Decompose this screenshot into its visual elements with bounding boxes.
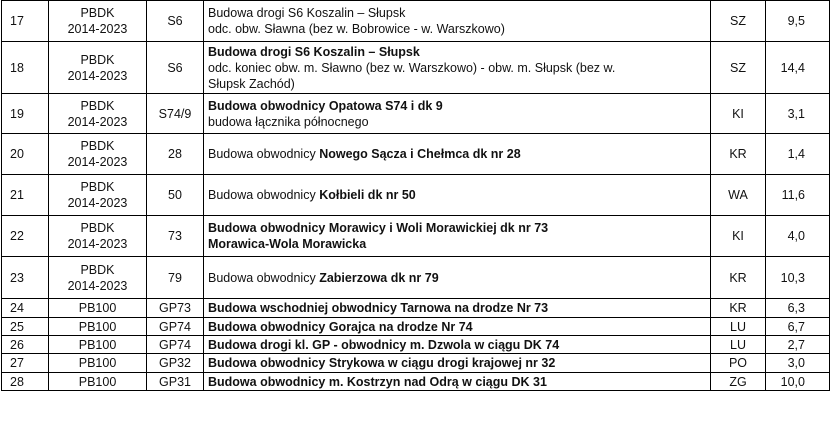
description-line (208, 236, 706, 252)
row-number-cell: 27 (2, 354, 49, 373)
program-cell (49, 94, 147, 134)
length-cell: 2,7 (766, 336, 830, 354)
description-bold-text: Budowa obwodnicy Opatowa S74 i dk 9 (208, 98, 443, 113)
description-text: odc. koniec obw. m. Sławno (bez w. Warszkowo) - obw. m. Słupsk (bez w. (208, 60, 616, 75)
program-cell (49, 216, 147, 257)
table-row (2, 354, 830, 373)
row-number-cell: 18 (2, 42, 49, 94)
program-line: PBDK (80, 98, 115, 113)
description-cell (204, 1, 711, 42)
program-cell (49, 257, 147, 299)
program-line: PBDK (80, 262, 115, 277)
description-line (208, 270, 706, 286)
row-number-cell: 28 (2, 373, 49, 391)
region-cell: ZG (711, 373, 766, 391)
region-cell: LU (711, 318, 766, 336)
table-row (2, 216, 830, 257)
table-row (2, 94, 830, 134)
row-number-cell: 26 (2, 336, 49, 354)
program-line: 2014-2023 (67, 196, 128, 210)
description-bold-text: Nowego Sącza i Chełmca dk nr 28 (319, 147, 521, 161)
program-cell (49, 318, 147, 336)
table-row (2, 1, 830, 42)
description-cell (204, 318, 711, 336)
road-cell: GP74 (147, 336, 204, 354)
region-cell: KR (711, 134, 766, 175)
program-line: PBDK (80, 180, 115, 194)
program-cell (49, 1, 147, 42)
program-line: PB100 (78, 337, 117, 352)
description-cell (204, 257, 711, 299)
description-bold-text: Budowa drogi kl. GP - obwodnicy m. Dzwola w ciągu DK 74 (208, 337, 560, 352)
road-cell: S6 (147, 1, 204, 42)
description-bold-text: Budowa obwodnicy m. Kostrzyn nad Odrą w ciągu DK 31 (208, 374, 547, 389)
row-number-cell: 23 (2, 257, 49, 299)
description-bold-text: Budowa obwodnicy Gorajca na drodze Nr 74 (208, 319, 473, 334)
program-cell (49, 336, 147, 354)
program-line: 2014-2023 (67, 114, 128, 129)
table-row (2, 373, 830, 391)
description-cell (204, 373, 711, 391)
region-cell: WA (711, 175, 766, 216)
description-line (208, 187, 706, 203)
row-number-cell: 21 (2, 175, 49, 216)
region-cell: SZ (711, 1, 766, 42)
description-bold-text: Kołbieli dk nr 50 (319, 188, 416, 202)
description-line (208, 220, 706, 236)
description-cell (204, 42, 711, 94)
road-cell: S6 (147, 42, 204, 94)
description-bold-text: Budowa obwodnicy Morawicy i Woli Morawickiej dk nr 73 (208, 221, 549, 235)
road-cell: 50 (147, 175, 204, 216)
region-cell: LU (711, 336, 766, 354)
program-line: 2014-2023 (67, 68, 128, 83)
description-line (208, 114, 706, 130)
description-line (208, 44, 706, 60)
description-text: Budowa drogi S6 Koszalin – Słupsk (208, 6, 406, 20)
road-cell: 28 (147, 134, 204, 175)
length-cell: 3,0 (766, 354, 830, 373)
description-text: odc. obw. Sławna (bez w. Bobrowice - w. Warszkowo) (208, 22, 505, 36)
length-cell: 6,7 (766, 318, 830, 336)
row-number-cell: 20 (2, 134, 49, 175)
row-number-cell: 17 (2, 1, 49, 42)
program-cell (49, 42, 147, 94)
description-cell (204, 134, 711, 175)
table-row (2, 336, 830, 354)
description-line (208, 337, 706, 353)
table-row (2, 299, 830, 318)
table-row (2, 318, 830, 336)
region-cell: KR (711, 257, 766, 299)
program-line: PBDK (80, 139, 115, 153)
table-body (2, 1, 830, 391)
description-bold-text: Zabierzowa dk nr 79 (319, 270, 439, 285)
description-line (208, 60, 706, 76)
description-line (208, 5, 706, 21)
description-cell (204, 94, 711, 134)
program-line: 2014-2023 (67, 237, 128, 251)
program-line: PB100 (78, 301, 117, 315)
description-line (208, 319, 706, 335)
length-cell: 6,3 (766, 299, 830, 318)
description-text: budowa łącznika północnego (208, 114, 369, 129)
program-line: PBDK (80, 6, 115, 20)
program-line: PBDK (80, 221, 115, 235)
description-line (208, 146, 706, 162)
description-line (208, 98, 706, 114)
description-cell (204, 299, 711, 318)
length-cell: 1,4 (766, 134, 830, 175)
length-cell: 4,0 (766, 216, 830, 257)
description-line (208, 374, 706, 390)
description-line (208, 300, 706, 316)
length-cell: 10,3 (766, 257, 830, 299)
region-cell: KI (711, 94, 766, 134)
description-bold-text: Budowa obwodnicy Strykowa w ciągu drogi krajowej nr 32 (208, 356, 556, 370)
program-line: PB100 (78, 374, 117, 389)
row-number-cell: 25 (2, 318, 49, 336)
description-bold-text: Morawica-Wola Morawicka (208, 237, 367, 251)
description-cell (204, 175, 711, 216)
description-line (208, 21, 706, 37)
program-cell (49, 175, 147, 216)
program-cell (49, 134, 147, 175)
road-cell: GP31 (147, 373, 204, 391)
length-cell: 10,0 (766, 373, 830, 391)
road-cell: S74/9 (147, 94, 204, 134)
program-line: PB100 (78, 356, 117, 370)
row-number-cell: 22 (2, 216, 49, 257)
road-cell: 79 (147, 257, 204, 299)
region-cell: KI (711, 216, 766, 257)
program-cell (49, 299, 147, 318)
road-cell: 73 (147, 216, 204, 257)
description-line (208, 76, 706, 92)
row-number-cell: 19 (2, 94, 49, 134)
program-cell (49, 354, 147, 373)
table-row (2, 42, 830, 94)
description-text: Budowa obwodnicy (208, 188, 320, 202)
program-cell (49, 373, 147, 391)
investment-table (1, 0, 830, 391)
description-cell (204, 336, 711, 354)
length-cell: 14,4 (766, 42, 830, 94)
description-cell (204, 216, 711, 257)
description-text: Budowa obwodnicy (208, 270, 320, 285)
road-cell: GP73 (147, 299, 204, 318)
region-cell: PO (711, 354, 766, 373)
region-cell: KR (711, 299, 766, 318)
table-row (2, 134, 830, 175)
road-cell: GP74 (147, 318, 204, 336)
table-row (2, 257, 830, 299)
program-line: 2014-2023 (67, 278, 128, 293)
program-line: PB100 (78, 319, 117, 334)
description-text: Budowa obwodnicy (208, 147, 320, 161)
row-number-cell: 24 (2, 299, 49, 318)
road-cell: GP32 (147, 354, 204, 373)
description-cell (204, 354, 711, 373)
description-bold-text: Budowa wschodniej obwodnicy Tarnowa na drodze Nr 73 (208, 301, 549, 315)
length-cell: 3,1 (766, 94, 830, 134)
description-bold-text: Budowa drogi S6 Koszalin – Słupsk (208, 44, 420, 59)
description-text: Słupsk Zachód) (208, 76, 295, 91)
program-line: 2014-2023 (67, 155, 128, 169)
program-line: 2014-2023 (67, 22, 128, 36)
region-cell: SZ (711, 42, 766, 94)
program-line: PBDK (80, 52, 115, 67)
description-line (208, 355, 706, 371)
length-cell: 11,6 (766, 175, 830, 216)
table-row (2, 175, 830, 216)
length-cell: 9,5 (766, 1, 830, 42)
